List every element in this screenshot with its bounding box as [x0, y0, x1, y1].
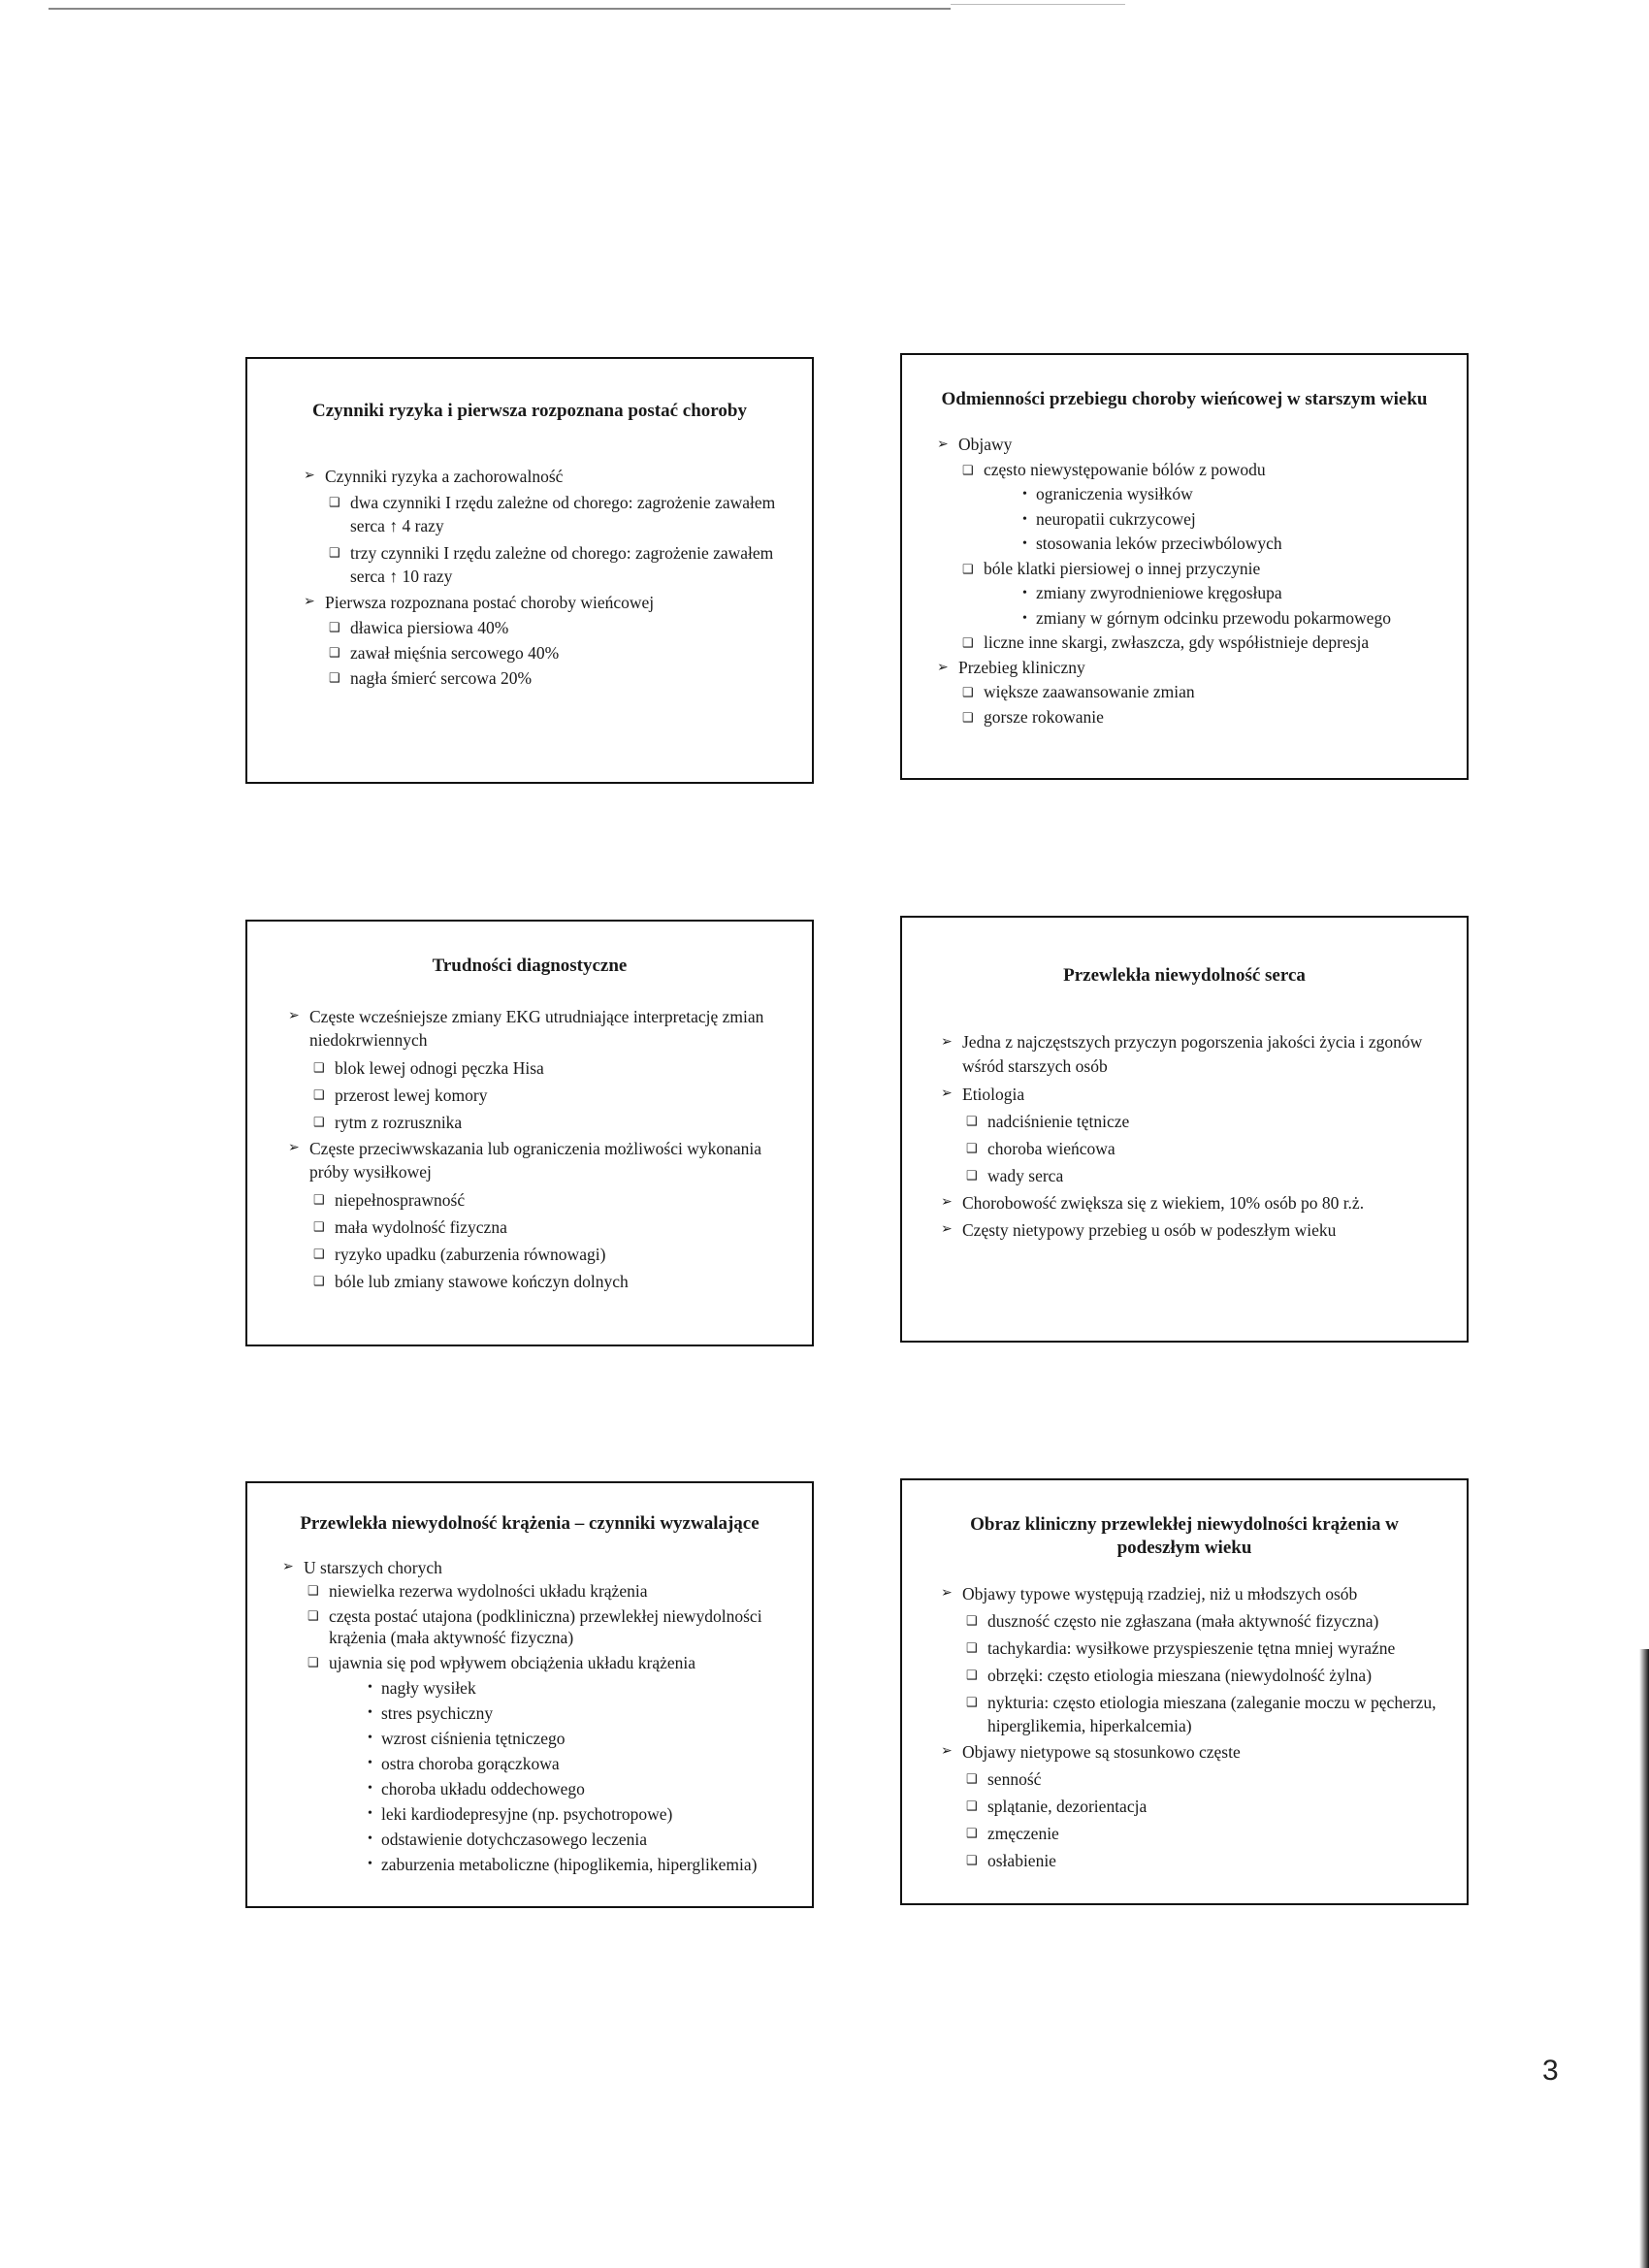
list-item: ➢ Częsty nietypowy przebieg u osób w podeszłym wieku	[939, 1217, 1453, 1243]
dot-bullet-icon: •	[368, 1781, 372, 1796]
box-bullet-icon: ❑	[329, 545, 340, 560]
list-item: • stosowania leków przeciwbólowych	[935, 532, 1459, 557]
list-item: ➢ Czynniki ryzyka a zachorowalność	[302, 464, 787, 489]
arrow-bullet-icon: ➢	[282, 1560, 294, 1574]
list-item: • neuropatii cukrzycowej	[935, 507, 1459, 533]
arrow-bullet-icon: ➢	[937, 437, 949, 452]
slide-3	[245, 920, 814, 1346]
box-bullet-icon: ❑	[966, 1141, 978, 1155]
list-item: • choroba układu oddechowego	[280, 1776, 804, 1801]
list-item: ➢ Objawy	[935, 433, 1459, 458]
box-bullet-icon: ❑	[966, 1826, 978, 1840]
box-bullet-icon: ❑	[962, 635, 974, 650]
page-number: 3	[1542, 2055, 1559, 2087]
dot-bullet-icon: •	[1022, 487, 1027, 502]
box-bullet-icon: ❑	[307, 1655, 319, 1669]
list-item: ❑ częsta postać utajona (podkliniczna) przewlekłej niewydolności krążenia (mała aktywność fizyczna)	[307, 1606, 762, 1647]
arrow-bullet-icon: ➢	[941, 1222, 953, 1237]
list-item: ➢ Objawy typowe występują rzadziej, niż u młodszych osób	[939, 1581, 1463, 1606]
box-bullet-icon: ❑	[962, 685, 974, 699]
arrow-bullet-icon: ➢	[941, 1744, 953, 1759]
box-bullet-icon: ❑	[966, 1114, 978, 1128]
dot-bullet-icon: •	[368, 1705, 372, 1720]
list-item: • nagły wysiłek	[280, 1675, 804, 1701]
list-item: ➢ Etiologia	[939, 1082, 1453, 1107]
dot-bullet-icon: •	[1022, 586, 1027, 600]
arrow-bullet-icon: ➢	[288, 1009, 300, 1023]
list-item: • stres psychiczny	[280, 1701, 804, 1726]
list-item: ❑ obrzęki: często etiologia mieszana (niewydolność żylna)	[939, 1663, 1463, 1688]
list-item: ❑ przerost lewej komory	[286, 1083, 791, 1108]
arrow-bullet-icon: ➢	[941, 1035, 953, 1050]
list-item: ❑ bóle lub zmiany stawowe kończyn dolnych	[286, 1269, 791, 1294]
list-item: • ostra choroba gorączkowa	[280, 1751, 804, 1776]
list-item: ➢ Objawy nietypowe są stosunkowo częste	[939, 1739, 1463, 1765]
list-item: ❑ trzy czynniki I rzędu zależne od chorego: zagrożenie zawałem serca ↑ 10 razy	[329, 543, 774, 586]
slide-bullet-list	[939, 1030, 1453, 1243]
box-bullet-icon: ❑	[313, 1115, 325, 1129]
list-item: ❑ blok lewej odnogi pęczka Hisa	[286, 1055, 791, 1081]
top-edge-line-faint	[951, 4, 1125, 5]
box-bullet-icon: ❑	[966, 1640, 978, 1655]
box-bullet-icon: ❑	[307, 1583, 319, 1598]
slide-title: Czynniki ryzyka i pierwsza rozpoznana postać choroby	[312, 401, 747, 421]
dot-bullet-icon: •	[368, 1831, 372, 1846]
slide-bullet-list	[302, 464, 787, 691]
list-item: • ograniczenia wysiłków	[935, 482, 1459, 507]
list-item: ❑ splątanie, dezorientacja	[939, 1794, 1463, 1819]
arrow-bullet-icon: ➢	[937, 660, 949, 675]
list-item: ❑ duszność często nie zgłaszana (mała aktywność fizyczna)	[939, 1608, 1463, 1634]
box-bullet-icon: ❑	[962, 709, 974, 725]
dot-bullet-icon: •	[368, 1756, 372, 1770]
slide-title: Przewlekła niewydolność krążenia – czynniki wyzwalające	[300, 1513, 760, 1534]
slide-1	[245, 357, 814, 784]
slide-title: Trudności diagnostyczne	[432, 956, 628, 976]
slide-bullet-list	[280, 1555, 804, 1877]
dot-bullet-icon: •	[368, 1857, 372, 1871]
list-item: ❑ rytm z rozrusznika	[286, 1110, 791, 1135]
list-item: ❑ choroba wieńcowa	[939, 1136, 1453, 1161]
slide-2	[900, 353, 1469, 780]
list-item: ❑ nagła śmierć sercowa 20%	[302, 665, 787, 691]
list-item: ❑ ryzyko upadku (zaburzenia równowagi)	[286, 1242, 791, 1267]
box-bullet-icon: ❑	[313, 1060, 325, 1075]
box-bullet-icon: ❑	[307, 1608, 319, 1623]
arrow-bullet-icon: ➢	[941, 1586, 953, 1601]
list-item: • wzrost ciśnienia tętniczego	[280, 1726, 804, 1751]
list-item: ➢ Chorobowość zwiększa się z wiekiem, 10% osób po 80 r.ż.	[939, 1190, 1453, 1215]
box-bullet-icon: ❑	[313, 1192, 325, 1207]
list-item: • zmiany zwyrodnieniowe kręgosłupa	[935, 581, 1459, 606]
slide-title: Odmienności przebiegu choroby wieńcowej w starszym wieku	[941, 389, 1428, 409]
box-bullet-icon: ❑	[966, 1853, 978, 1867]
box-bullet-icon: ❑	[966, 1613, 978, 1628]
list-item: ➢ Przebieg kliniczny	[935, 656, 1459, 681]
list-item: ❑ ujawnia się pod wpływem obciążenia układu krążenia	[280, 1650, 804, 1675]
arrow-bullet-icon: ➢	[304, 469, 315, 483]
list-item: ❑ niewielka rezerwa wydolności układu krążenia	[280, 1578, 804, 1604]
list-item: ➢ Pierwsza rozpoznana postać choroby wieńcowej	[302, 590, 787, 615]
slide-bullet-list	[939, 1581, 1463, 1873]
list-item: ❑ mała wydolność fizyczna	[286, 1215, 791, 1240]
top-edge-line	[48, 8, 951, 10]
box-bullet-icon: ❑	[313, 1087, 325, 1102]
list-item: ❑ dławica piersiowa 40%	[302, 615, 787, 640]
arrow-bullet-icon: ➢	[304, 595, 315, 609]
box-bullet-icon: ❑	[329, 670, 340, 685]
list-item: ❑ nykturia: często etiologia mieszana (zaleganie moczu w pęcherzu, hiperglikemia, hiperkalcemia)	[966, 1693, 1437, 1735]
list-item: ❑ wady serca	[939, 1163, 1453, 1188]
arrow-bullet-icon: ➢	[941, 1086, 953, 1101]
box-bullet-icon: ❑	[329, 495, 340, 509]
box-bullet-icon: ❑	[962, 561, 974, 576]
list-item: • zaburzenia metaboliczne (hipoglikemia, hiperglikemia)	[280, 1852, 804, 1877]
list-item: ❑ bóle klatki piersiowej o innej przyczynie	[935, 557, 1459, 582]
list-item: ➢ U starszych chorych	[280, 1555, 804, 1580]
box-bullet-icon: ❑	[313, 1219, 325, 1234]
list-item: • odstawienie dotychczasowego leczenia	[280, 1827, 804, 1852]
list-item: ❑ niepełnosprawność	[286, 1187, 791, 1213]
box-bullet-icon: ❑	[962, 462, 974, 477]
list-item: ❑ tachykardia: wysiłkowe przyspieszenie tętna mniej wyraźne	[939, 1636, 1463, 1661]
slide-6	[900, 1478, 1469, 1905]
slide-title: Obraz kliniczny przewlekłej niewydolności krążenia w podeszłym wieku	[970, 1514, 1399, 1558]
box-bullet-icon: ❑	[966, 1695, 978, 1709]
box-bullet-icon: ❑	[329, 645, 340, 660]
slide-5	[245, 1481, 814, 1908]
list-item: ➢ Częste przeciwwskazania lub ograniczenia możliwości wykonania próby wysiłkowej	[288, 1139, 761, 1182]
box-bullet-icon: ❑	[313, 1247, 325, 1261]
list-item: ❑ nadciśnienie tętnicze	[939, 1109, 1453, 1134]
list-item: ➢ Jedna z najczęstszych przyczyn pogorszenia jakości życia i zgonów wśród starszych osób	[941, 1032, 1423, 1076]
list-item: ❑ często niewystępowanie bólów z powodu	[935, 458, 1459, 483]
list-item: ❑ większe zaawansowanie zmian	[935, 680, 1459, 705]
slide-bullet-list	[286, 1005, 791, 1294]
list-item: ❑ liczne inne skargi, zwłaszcza, gdy współistnieje depresja	[935, 631, 1459, 656]
dot-bullet-icon: •	[368, 1731, 372, 1745]
arrow-bullet-icon: ➢	[941, 1195, 953, 1210]
list-item: • zmiany w górnym odcinku przewodu pokarmowego	[935, 606, 1459, 632]
slide-bullet-list	[935, 433, 1459, 729]
dot-bullet-icon: •	[1022, 536, 1027, 551]
box-bullet-icon: ❑	[966, 1798, 978, 1813]
list-item: ❑ osłabienie	[939, 1848, 1463, 1873]
list-item: ❑ zmęczenie	[939, 1821, 1463, 1846]
list-item: ❑ senność	[939, 1766, 1463, 1792]
box-bullet-icon: ❑	[966, 1168, 978, 1183]
box-bullet-icon: ❑	[966, 1668, 978, 1682]
dot-bullet-icon: •	[1022, 610, 1027, 626]
box-bullet-icon: ❑	[329, 620, 340, 634]
list-item: ❑ gorsze rokowanie	[935, 705, 1459, 730]
box-bullet-icon: ❑	[966, 1771, 978, 1786]
dot-bullet-icon: •	[368, 1680, 372, 1695]
slide-title: Przewlekła niewydolność serca	[1063, 965, 1306, 986]
list-item: ❑ dwa czynniki I rzędu zależne od chorego: zagrożenie zawałem serca ↑ 4 razy	[329, 493, 776, 535]
dot-bullet-icon: •	[1022, 511, 1027, 527]
box-bullet-icon: ❑	[313, 1274, 325, 1288]
list-item: • leki kardiodepresyjne (np. psychotropowe)	[280, 1801, 804, 1827]
slide-4	[900, 916, 1469, 1343]
list-item: ➢ Częste wcześniejsze zmiany EKG utrudniające interpretację zmian niedokrwiennych	[288, 1007, 764, 1050]
dot-bullet-icon: •	[368, 1806, 372, 1821]
scan-edge-shadow	[1639, 1649, 1649, 2268]
list-item: ❑ zawał mięśnia sercowego 40%	[302, 640, 787, 665]
arrow-bullet-icon: ➢	[288, 1141, 300, 1155]
